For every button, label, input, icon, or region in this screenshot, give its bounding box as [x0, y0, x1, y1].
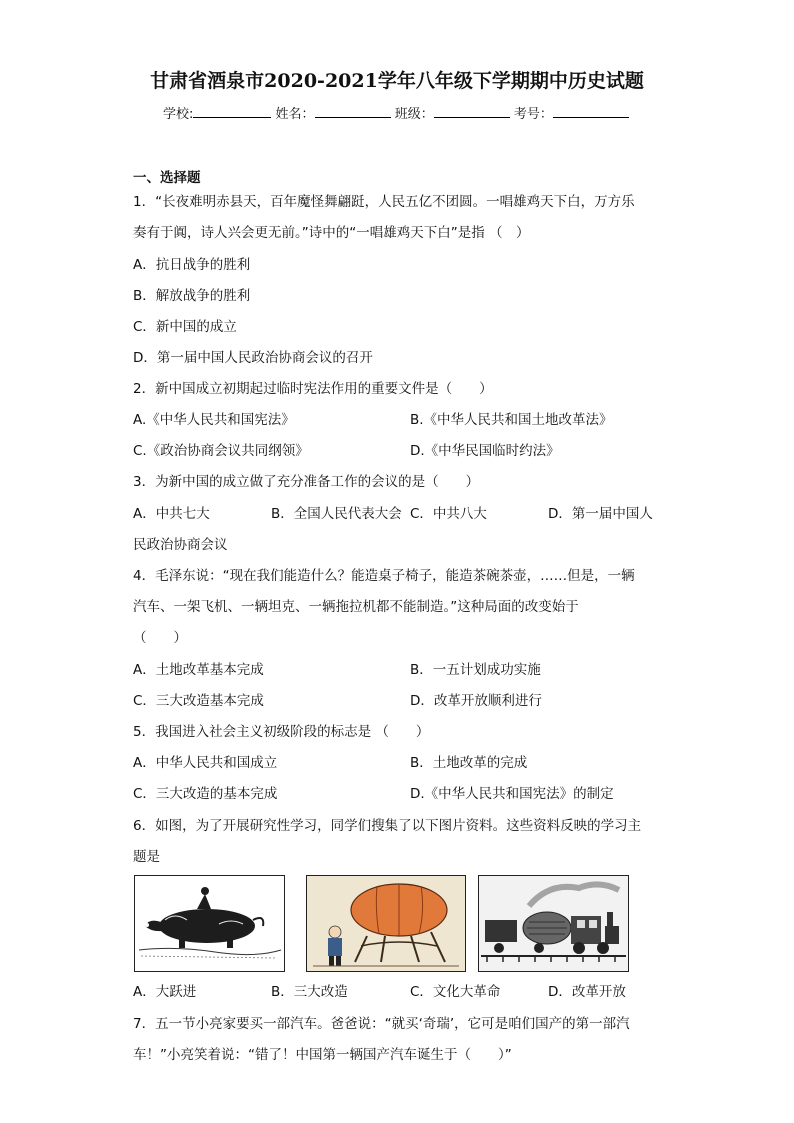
q7-stem-line1: 7．五一节小亮家要买一部汽车。爸爸说：“就买‘奇瑞’，它可是咱们国产的第一部汽 — [133, 1016, 630, 1032]
q4-stem-line3: （ ） — [133, 630, 187, 646]
class-label: 班级： — [394, 107, 434, 122]
giant-pumpkin-cartoon-image — [306, 875, 466, 972]
q1-stem-line2: 奏有于阗，诗人兴会更无前。”诗中的“一唱雄鸡天下白”是指 （ ） — [133, 225, 530, 241]
q4-option-a: A．土地改革基本完成 — [133, 662, 264, 678]
q5-stem: 5．我国进入社会主义初级阶段的标志是 （ ） — [133, 724, 430, 740]
student-info-row — [163, 103, 629, 122]
big-pig-cartoon-image — [134, 875, 285, 972]
q4-stem-line2: 汽车、一架飞机、一辆坦克、一辆拖拉机都不能制造。”这种局面的改变始于 — [133, 599, 579, 615]
number-blank — [553, 105, 629, 118]
q4-option-c: C．三大改造基本完成 — [133, 693, 264, 709]
train-illustration — [479, 876, 628, 971]
name-blank — [315, 105, 391, 118]
q3-option-d: D．第一届中国人 — [548, 506, 653, 522]
q1-option-b: B．解放战争的胜利 — [133, 288, 251, 304]
q1-option-a: A．抗日战争的胜利 — [133, 257, 251, 273]
q5-option-b: B．土地改革的完成 — [410, 755, 528, 771]
school-label: 学校: — [163, 107, 194, 122]
q2-stem: 2．新中国成立初期起过临时宪法作用的重要文件是（ ） — [133, 381, 493, 397]
q1-stem-line1: 1．“长夜难明赤县天，百年魔怪舞翩跹，人民五亿不团圆。一唱雄鸡天下白，万方乐 — [133, 194, 635, 210]
q4-stem-line1: 4．毛泽东说：“现在我们能造什么？能造桌子椅子，能造茶碗茶壶，……但是，一辆 — [133, 568, 635, 584]
pig-illustration — [135, 876, 284, 971]
q3-option-d-continued: 民政治协商会议 — [133, 537, 228, 553]
q2-option-b: B.《中华人民共和国土地改革法》 — [410, 412, 613, 428]
q2-option-d: D.《中华民国临时约法》 — [410, 443, 560, 459]
q6-option-c: C．文化大革命 — [410, 984, 501, 1000]
pumpkin-illustration — [307, 876, 465, 971]
q6-option-d: D．改革开放 — [548, 984, 626, 1000]
q6-stem-line1: 6．如图，为了开展研究性学习，同学们搜集了以下图片资料。这些资料反映的学习主 — [133, 818, 642, 834]
q5-option-d: D.《中华人民共和国宪法》的制定 — [410, 786, 614, 802]
q6-option-a: A．大跃进 — [133, 984, 197, 1000]
q4-option-b: B．一五计划成功实施 — [410, 662, 541, 678]
name-label: 姓名： — [275, 107, 315, 122]
page-title: 甘肃省酒泉市2020-2021学年八年级下学期期中历史试题 — [150, 70, 644, 92]
q6-stem-line2: 题是 — [133, 849, 160, 865]
number-label: 考号： — [513, 107, 553, 122]
q6-option-b: B．三大改造 — [271, 984, 348, 1000]
q1-option-d: D．第一届中国人民政治协商会议的召开 — [133, 350, 373, 366]
q5-option-a: A．中华人民共和国成立 — [133, 755, 278, 771]
q3-option-c: C．中共八大 — [410, 506, 487, 522]
q1-option-c: C．新中国的成立 — [133, 319, 237, 335]
class-blank — [434, 105, 510, 118]
q2-option-c: C.《政治协商会议共同纲领》 — [133, 443, 309, 459]
q2-option-a: A.《中华人民共和国宪法》 — [133, 412, 295, 428]
q5-option-c: C．三大改造的基本完成 — [133, 786, 278, 802]
section-title: 一、选择题 — [133, 170, 201, 186]
q3-stem: 3．为新中国的成立做了充分准备工作的会议的是（ ） — [133, 474, 480, 490]
q4-option-d: D．改革开放顺利进行 — [410, 693, 542, 709]
q3-option-a: A．中共七大 — [133, 506, 210, 522]
school-blank — [193, 105, 271, 118]
steam-train-cartoon-image — [478, 875, 629, 972]
q3-option-b: B．全国人民代表大会 — [271, 506, 402, 522]
q7-stem-line2: 车！”小亮笑着说：“错了！中国第一辆国产汽车诞生于（ ）” — [133, 1047, 512, 1063]
